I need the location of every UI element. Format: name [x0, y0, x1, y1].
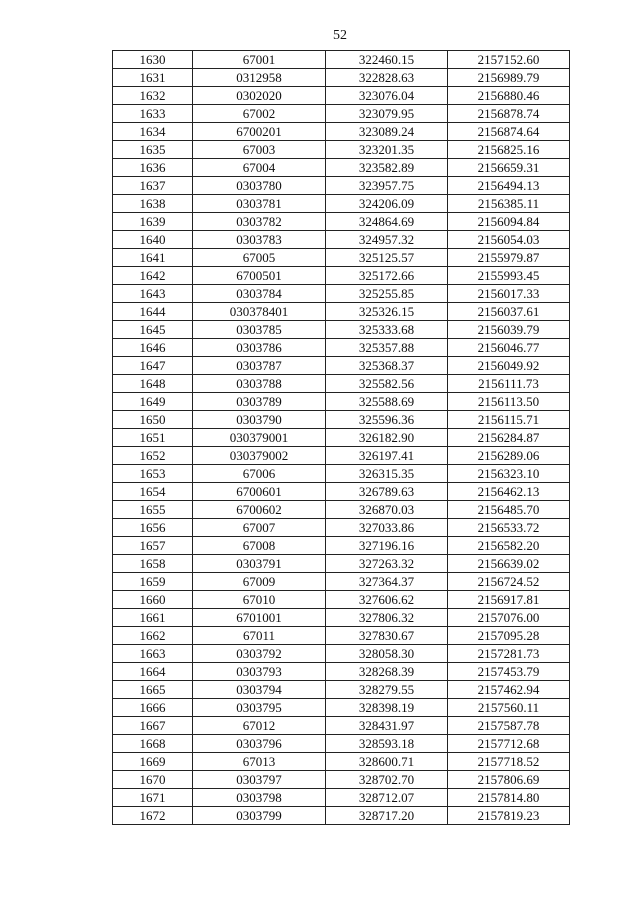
- point-id-cell: 67002: [193, 105, 326, 123]
- point-id-cell: 0303786: [193, 339, 326, 357]
- x-coordinate-cell: 327806.32: [326, 609, 448, 627]
- point-id-cell: 6700601: [193, 483, 326, 501]
- point-id-cell: 0303783: [193, 231, 326, 249]
- row-number-cell: 1650: [113, 411, 193, 429]
- row-number-cell: 1643: [113, 285, 193, 303]
- table-row: [113, 87, 570, 105]
- row-number-cell: 1653: [113, 465, 193, 483]
- y-coordinate-cell: 2155993.45: [448, 267, 570, 285]
- y-coordinate-cell: 2156113.50: [448, 393, 570, 411]
- y-coordinate-cell: 2156582.20: [448, 537, 570, 555]
- point-id-cell: 67012: [193, 717, 326, 735]
- table-row: [113, 123, 570, 141]
- x-coordinate-cell: 323201.35: [326, 141, 448, 159]
- y-coordinate-cell: 2156659.31: [448, 159, 570, 177]
- table-row: [113, 51, 570, 69]
- row-number-cell: 1640: [113, 231, 193, 249]
- point-id-cell: 030379001: [193, 429, 326, 447]
- table-row: [113, 771, 570, 789]
- point-id-cell: 0312958: [193, 69, 326, 87]
- table-row: [113, 717, 570, 735]
- table-row: [113, 501, 570, 519]
- table-row: [113, 69, 570, 87]
- y-coordinate-cell: 2157076.00: [448, 609, 570, 627]
- row-number-cell: 1644: [113, 303, 193, 321]
- y-coordinate-cell: 2157712.68: [448, 735, 570, 753]
- x-coordinate-cell: 327033.86: [326, 519, 448, 537]
- x-coordinate-cell: 326197.41: [326, 447, 448, 465]
- table-row: [113, 357, 570, 375]
- y-coordinate-cell: 2156046.77: [448, 339, 570, 357]
- table-row: [113, 537, 570, 555]
- y-coordinate-cell: 2156989.79: [448, 69, 570, 87]
- table-row: [113, 645, 570, 663]
- y-coordinate-cell: 2157095.28: [448, 627, 570, 645]
- y-coordinate-cell: 2156323.10: [448, 465, 570, 483]
- x-coordinate-cell: 325255.85: [326, 285, 448, 303]
- point-id-cell: 6700501: [193, 267, 326, 285]
- row-number-cell: 1671: [113, 789, 193, 807]
- point-id-cell: 67007: [193, 519, 326, 537]
- row-number-cell: 1639: [113, 213, 193, 231]
- x-coordinate-cell: 324957.32: [326, 231, 448, 249]
- row-number-cell: 1631: [113, 69, 193, 87]
- row-number-cell: 1647: [113, 357, 193, 375]
- table-row: [113, 339, 570, 357]
- x-coordinate-cell: 325357.88: [326, 339, 448, 357]
- table-row: [113, 303, 570, 321]
- point-id-cell: 0303785: [193, 321, 326, 339]
- y-coordinate-cell: 2156289.06: [448, 447, 570, 465]
- x-coordinate-cell: 326315.35: [326, 465, 448, 483]
- x-coordinate-cell: 326789.63: [326, 483, 448, 501]
- y-coordinate-cell: 2156874.64: [448, 123, 570, 141]
- table-row: [113, 321, 570, 339]
- point-id-cell: 0303781: [193, 195, 326, 213]
- y-coordinate-cell: 2156049.92: [448, 357, 570, 375]
- point-id-cell: 030378401: [193, 303, 326, 321]
- row-number-cell: 1662: [113, 627, 193, 645]
- table-row: [113, 789, 570, 807]
- y-coordinate-cell: 2157814.80: [448, 789, 570, 807]
- y-coordinate-cell: 2156494.13: [448, 177, 570, 195]
- y-coordinate-cell: 2156724.52: [448, 573, 570, 591]
- table-row: [113, 375, 570, 393]
- row-number-cell: 1646: [113, 339, 193, 357]
- y-coordinate-cell: 2156485.70: [448, 501, 570, 519]
- table-row: [113, 177, 570, 195]
- x-coordinate-cell: 328398.19: [326, 699, 448, 717]
- point-id-cell: 0303784: [193, 285, 326, 303]
- point-id-cell: 0303798: [193, 789, 326, 807]
- x-coordinate-cell: 325326.15: [326, 303, 448, 321]
- point-id-cell: 67005: [193, 249, 326, 267]
- y-coordinate-cell: 2156284.87: [448, 429, 570, 447]
- point-id-cell: 0303799: [193, 807, 326, 825]
- table-row: [113, 753, 570, 771]
- point-id-cell: 67011: [193, 627, 326, 645]
- row-number-cell: 1668: [113, 735, 193, 753]
- point-id-cell: 0303792: [193, 645, 326, 663]
- x-coordinate-cell: 325125.57: [326, 249, 448, 267]
- row-number-cell: 1667: [113, 717, 193, 735]
- x-coordinate-cell: 323076.04: [326, 87, 448, 105]
- x-coordinate-cell: 328712.07: [326, 789, 448, 807]
- x-coordinate-cell: 327364.37: [326, 573, 448, 591]
- x-coordinate-cell: 324206.09: [326, 195, 448, 213]
- y-coordinate-cell: 2156880.46: [448, 87, 570, 105]
- x-coordinate-cell: 328593.18: [326, 735, 448, 753]
- table-row: [113, 807, 570, 825]
- point-id-cell: 67004: [193, 159, 326, 177]
- x-coordinate-cell: 325172.66: [326, 267, 448, 285]
- point-id-cell: 6700602: [193, 501, 326, 519]
- y-coordinate-cell: 2157462.94: [448, 681, 570, 699]
- x-coordinate-cell: 325368.37: [326, 357, 448, 375]
- x-coordinate-cell: 322460.15: [326, 51, 448, 69]
- row-number-cell: 1645: [113, 321, 193, 339]
- y-coordinate-cell: 2155979.87: [448, 249, 570, 267]
- table-row: [113, 141, 570, 159]
- x-coordinate-cell: 328431.97: [326, 717, 448, 735]
- table-row: [113, 393, 570, 411]
- x-coordinate-cell: 328717.20: [326, 807, 448, 825]
- y-coordinate-cell: 2156639.02: [448, 555, 570, 573]
- y-coordinate-cell: 2156385.11: [448, 195, 570, 213]
- table-row: [113, 231, 570, 249]
- point-id-cell: 67001: [193, 51, 326, 69]
- point-id-cell: 0303780: [193, 177, 326, 195]
- table-row: [113, 699, 570, 717]
- coordinates-table-body: [113, 51, 570, 825]
- table-row: [113, 555, 570, 573]
- table-row: [113, 483, 570, 501]
- table-row: [113, 519, 570, 537]
- coordinates-table: [112, 50, 570, 825]
- point-id-cell: 67009: [193, 573, 326, 591]
- y-coordinate-cell: 2157152.60: [448, 51, 570, 69]
- x-coordinate-cell: 323089.24: [326, 123, 448, 141]
- y-coordinate-cell: 2157718.52: [448, 753, 570, 771]
- table-row: [113, 663, 570, 681]
- point-id-cell: 0303797: [193, 771, 326, 789]
- x-coordinate-cell: 325596.36: [326, 411, 448, 429]
- row-number-cell: 1664: [113, 663, 193, 681]
- y-coordinate-cell: 2156825.16: [448, 141, 570, 159]
- x-coordinate-cell: 322828.63: [326, 69, 448, 87]
- y-coordinate-cell: 2157806.69: [448, 771, 570, 789]
- y-coordinate-cell: 2156037.61: [448, 303, 570, 321]
- x-coordinate-cell: 327196.16: [326, 537, 448, 555]
- point-id-cell: 67003: [193, 141, 326, 159]
- x-coordinate-cell: 328279.55: [326, 681, 448, 699]
- table-row: [113, 267, 570, 285]
- y-coordinate-cell: 2156115.71: [448, 411, 570, 429]
- row-number-cell: 1663: [113, 645, 193, 663]
- table-row: [113, 627, 570, 645]
- table-row: [113, 429, 570, 447]
- y-coordinate-cell: 2156054.03: [448, 231, 570, 249]
- table-row: [113, 447, 570, 465]
- row-number-cell: 1630: [113, 51, 193, 69]
- table-row: [113, 213, 570, 231]
- row-number-cell: 1669: [113, 753, 193, 771]
- x-coordinate-cell: 328702.70: [326, 771, 448, 789]
- y-coordinate-cell: 2156917.81: [448, 591, 570, 609]
- y-coordinate-cell: 2156878.74: [448, 105, 570, 123]
- y-coordinate-cell: 2156462.13: [448, 483, 570, 501]
- y-coordinate-cell: 2156017.33: [448, 285, 570, 303]
- x-coordinate-cell: 328268.39: [326, 663, 448, 681]
- x-coordinate-cell: 328600.71: [326, 753, 448, 771]
- point-id-cell: 0303796: [193, 735, 326, 753]
- row-number-cell: 1648: [113, 375, 193, 393]
- row-number-cell: 1655: [113, 501, 193, 519]
- row-number-cell: 1666: [113, 699, 193, 717]
- point-id-cell: 67013: [193, 753, 326, 771]
- row-number-cell: 1652: [113, 447, 193, 465]
- row-number-cell: 1651: [113, 429, 193, 447]
- row-number-cell: 1635: [113, 141, 193, 159]
- x-coordinate-cell: 324864.69: [326, 213, 448, 231]
- point-id-cell: 67006: [193, 465, 326, 483]
- table-row: [113, 573, 570, 591]
- x-coordinate-cell: 323582.89: [326, 159, 448, 177]
- row-number-cell: 1659: [113, 573, 193, 591]
- point-id-cell: 0303788: [193, 375, 326, 393]
- table-row: [113, 591, 570, 609]
- x-coordinate-cell: 327263.32: [326, 555, 448, 573]
- point-id-cell: 030379002: [193, 447, 326, 465]
- point-id-cell: 0303789: [193, 393, 326, 411]
- point-id-cell: 0303795: [193, 699, 326, 717]
- y-coordinate-cell: 2157453.79: [448, 663, 570, 681]
- row-number-cell: 1633: [113, 105, 193, 123]
- point-id-cell: 0303782: [193, 213, 326, 231]
- table-row: [113, 249, 570, 267]
- point-id-cell: 0303791: [193, 555, 326, 573]
- row-number-cell: 1637: [113, 177, 193, 195]
- row-number-cell: 1658: [113, 555, 193, 573]
- point-id-cell: 0302020: [193, 87, 326, 105]
- row-number-cell: 1654: [113, 483, 193, 501]
- point-id-cell: 6701001: [193, 609, 326, 627]
- page-number: 52: [333, 28, 347, 43]
- row-number-cell: 1636: [113, 159, 193, 177]
- row-number-cell: 1634: [113, 123, 193, 141]
- row-number-cell: 1638: [113, 195, 193, 213]
- y-coordinate-cell: 2157819.23: [448, 807, 570, 825]
- table-row: [113, 195, 570, 213]
- table-row: [113, 609, 570, 627]
- row-number-cell: 1657: [113, 537, 193, 555]
- row-number-cell: 1665: [113, 681, 193, 699]
- point-id-cell: 0303787: [193, 357, 326, 375]
- y-coordinate-cell: 2156533.72: [448, 519, 570, 537]
- y-coordinate-cell: 2157281.73: [448, 645, 570, 663]
- point-id-cell: 0303794: [193, 681, 326, 699]
- row-number-cell: 1656: [113, 519, 193, 537]
- row-number-cell: 1649: [113, 393, 193, 411]
- table-row: [113, 159, 570, 177]
- point-id-cell: 67008: [193, 537, 326, 555]
- x-coordinate-cell: 325588.69: [326, 393, 448, 411]
- x-coordinate-cell: 325333.68: [326, 321, 448, 339]
- row-number-cell: 1642: [113, 267, 193, 285]
- y-coordinate-cell: 2156039.79: [448, 321, 570, 339]
- y-coordinate-cell: 2156111.73: [448, 375, 570, 393]
- point-id-cell: 0303793: [193, 663, 326, 681]
- x-coordinate-cell: 325582.56: [326, 375, 448, 393]
- row-number-cell: 1661: [113, 609, 193, 627]
- point-id-cell: 0303790: [193, 411, 326, 429]
- y-coordinate-cell: 2156094.84: [448, 213, 570, 231]
- x-coordinate-cell: 326182.90: [326, 429, 448, 447]
- table-row: [113, 681, 570, 699]
- point-id-cell: 6700201: [193, 123, 326, 141]
- table-row: [113, 411, 570, 429]
- x-coordinate-cell: 323957.75: [326, 177, 448, 195]
- x-coordinate-cell: 323079.95: [326, 105, 448, 123]
- row-number-cell: 1672: [113, 807, 193, 825]
- point-id-cell: 67010: [193, 591, 326, 609]
- x-coordinate-cell: 327830.67: [326, 627, 448, 645]
- x-coordinate-cell: 328058.30: [326, 645, 448, 663]
- row-number-cell: 1670: [113, 771, 193, 789]
- x-coordinate-cell: 327606.62: [326, 591, 448, 609]
- x-coordinate-cell: 326870.03: [326, 501, 448, 519]
- y-coordinate-cell: 2157560.11: [448, 699, 570, 717]
- row-number-cell: 1660: [113, 591, 193, 609]
- table-row: [113, 285, 570, 303]
- table-row: [113, 105, 570, 123]
- table-row: [113, 465, 570, 483]
- row-number-cell: 1641: [113, 249, 193, 267]
- table-row: [113, 735, 570, 753]
- row-number-cell: 1632: [113, 87, 193, 105]
- y-coordinate-cell: 2157587.78: [448, 717, 570, 735]
